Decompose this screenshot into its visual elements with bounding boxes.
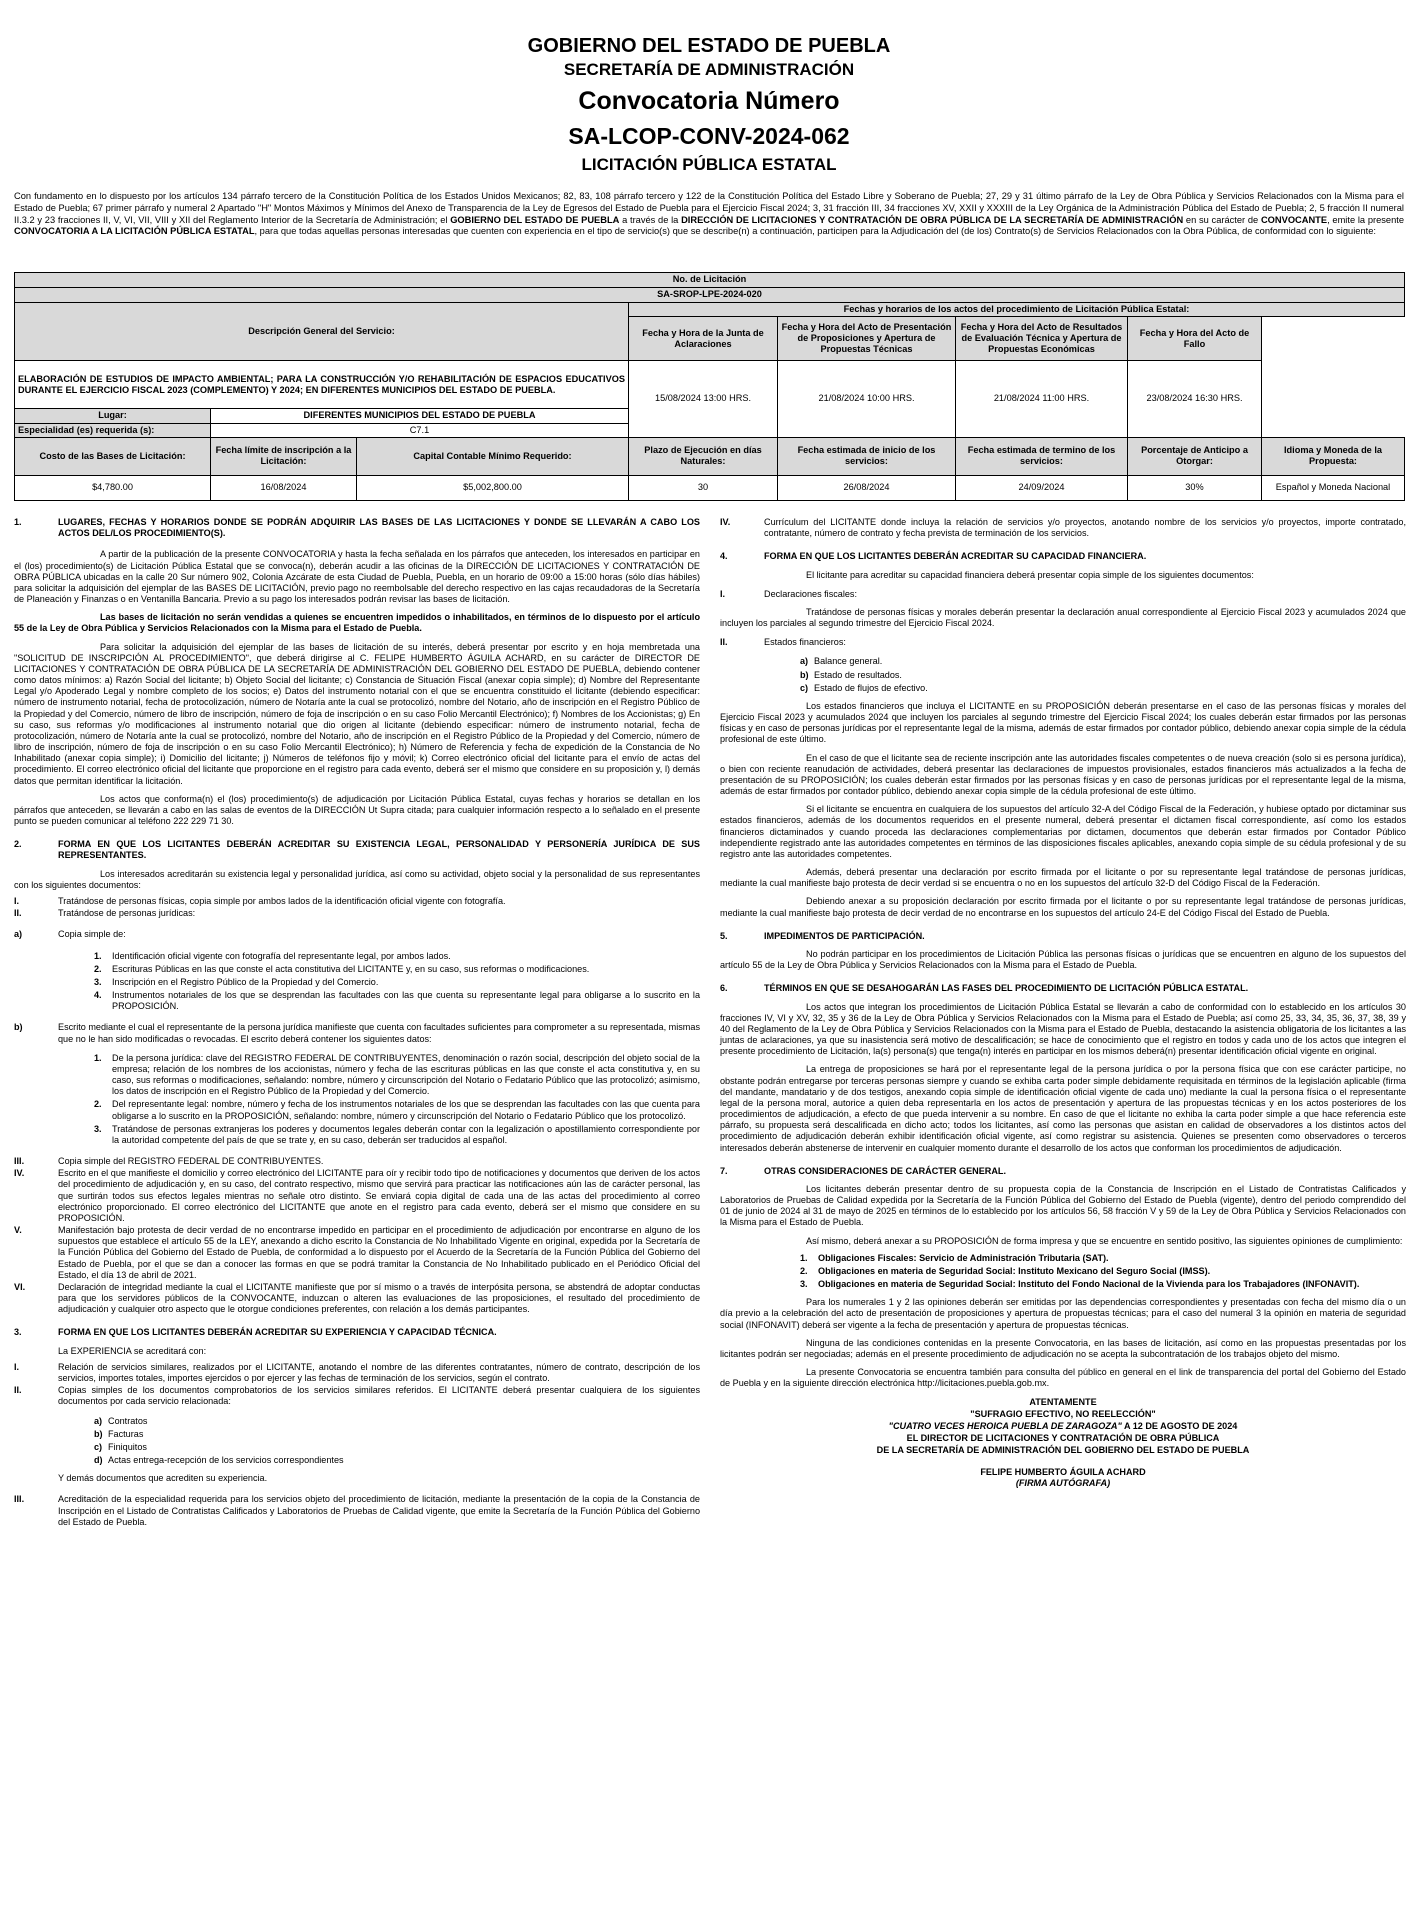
section-2-item-a: a) Copia simple de:	[14, 929, 126, 940]
section-3-doc-d: d) Actas entrega-recepción de los servicios correspondientes	[94, 1455, 344, 1466]
section-2-a4: 4. Instrumentos notariales de los que se desprendan las facultades con las que cuenta su representante legal para obligarse a lo suscrito en la PROPOSICIÓN.	[94, 990, 700, 1012]
section-1-p1: A partir de la publicación de la presente CONVOCATORIA y hasta la fecha señalada en los párrafos que anteceden, los interesados en participar en el (los) procedimiento(s) de Licitación Pública Estatal que se convoca(n), deberán acudir a las oficinas de la DIRECCIÓN DE LICITACIONES Y CONTRATACIÓN DE OBRA PÚBLICA ubicadas en la calle 20 Sur número 902, Colonia Azcárate de esta Ciudad de Puebla, Puebla, en un horario de 09:00 a 15:00 horas (sólo días hábiles) para solicitar la adquisición del ejemplar de las BASES DE LICITACIÓN, previo pago no reembolsable del derecho respectivo en las cajas recaudadoras de la Secretaría de Planeación y Finanzas o en Ventanilla Bancaria. Previo a su pago los interesados podrán revisar las bases de licitación.	[14, 549, 700, 605]
right-column	[720, 517, 1406, 1490]
specialty-value: C7.1	[211, 423, 629, 437]
signer-name: FELIPE HUMBERTO ÁGUILA ACHARD	[980, 1466, 1146, 1477]
section-4-p4: En el caso de que el licitante sea de reciente inscripción ante las autoridades fiscales competentes o de nueva creación (solo si es persona jurídica), o bien con reciente reanudación de actividades, deberá presentar las declaraciones de impuestos provisionales, estados financieros más actualizados a la fecha de presentación de su PROPOSICIÓN; los cuales deberán estar firmados por las personas físicas y en caso de personas jurídicas por el representante legal de la misma, además de estar firmados por contador público, debiendo anexar copia simple de la cédula profesional de este último.	[720, 752, 1406, 797]
section-6-heading: 6. TÉRMINOS EN QUE SE DESAHOGARÁN LAS FASES DEL PROCEDIMIENTO DE LICITACIÓN PÚBLICA ESTATAL.	[720, 983, 1249, 994]
convocation-number: SA-LCOP-CONV-2024-062	[568, 123, 850, 149]
section-3-item-iii: III. Acreditación de la especialidad requerida para los servicios objeto del procedimiento de licitación, mediante la presentación de la copia de la Constancia de Inscripción en el Listado de Contratistas Calificados y Laboratorios de Pruebas de Calidad vigente, que emite la Secretaría de la Función Pública del Gobierno del Estado de Puebla.	[14, 1494, 700, 1527]
specialty-header: Especialidad (es) requerida (s):	[15, 423, 211, 437]
section-6-p1: Los actos que integran los procedimientos de Licitación Pública Estatal se llevarán a cabo de conformidad con lo establecido en los artículos 30 fracciones IV, VI y XV, 32, 35 y 36 de la Ley de Obra Pública y Servicios Relacionados con la Misma para el Estado de Puebla; así como 25, 33, 34, 35, 36, 37, 38, 39 y 40 del Reglamento de la Ley de Obra Pública y Servicios Relacionados con la Misma para el Estado de Puebla, destacando la asistencia obligatoria de los licitantes a las juntas de aclaraciones, ya que su inasistencia será motivo de descalificación; se hace de conocimiento que el registro en todos y cada uno de los actos que integren el presente procedimiento de Licitación, la(s) persona(s) que tenga(n) interés en participar en los mismos deberá(n) presentar identificación oficial vigente en original.	[720, 1001, 1406, 1057]
convocation-label: Convocatoria Número	[578, 87, 840, 115]
section-2-item-iv: IV. Escrito en el que manifieste el domicilio y correo electrónico del LICITANTE para oír y recibir todo tipo de notificaciones y documentos que deriven de los actos del procedimiento de adjudicación y, en su caso, del contrato respectivo, mismo que servirá para practicar las notificaciones aún las de carácter personal, las que surtirán todos sus efectos legales mientras no señale otro distinto. Se enviará copia digital de cada una de las actas del procedimiento al correo electrónico proporcionado. El correo electrónico del LICITANTE que anote en el registro para cada evento, deberá ser el mismo que considere en su PROPOSICIÓN.	[14, 1168, 700, 1223]
section-7-p5: La presente Convocatoria se encuentra también para consulta del público en general en el link de transparencia del portal del Gobierno del Estado de Puebla y en la siguiente dirección electrónica http://licitaciones.puebla.gob.mx.	[720, 1367, 1406, 1389]
cost-header: Costo de las Bases de Licitación:	[15, 437, 211, 475]
clarification-date-header: Fecha y Hora de la Junta de Aclaraciones	[629, 317, 778, 361]
advance-value: 30%	[1128, 475, 1262, 500]
signature-block: ATENTAMENTE "SUFRAGIO EFECTIVO, NO REELECCIÓN" "CUATRO VECES HEROICA PUEBLA DE ZARAGOZA" A 12 DE AGOSTO DE 2024 EL DIRECTOR DE LICITACIONES Y CONTRATACIÓN DE OBRA PÚBLICA DE LA SECRETARÍA DE ADMINISTRACIÓN DEL GOBIERNO DEL ESTADO DE PUEBLA FELIPE HUMBERTO ÁGUILA ACHARD (FIRMA AUTÓGRAFA)	[720, 1397, 1406, 1490]
service-description: ELABORACIÓN DE ESTUDIOS DE IMPACTO AMBIENTAL; PARA LA CONSTRUCCIÓN Y/O REHABILITACIÓN DE ESPACIOS EDUCATIVOS DURANTE EL EJERCICIO FISCAL 2023 (COMPLEMENTO) Y 2024; EN DIFERENTES MUNICIPIOS DEL ESTADO DE PUEBLA.	[15, 361, 629, 409]
section-3-heading: 3. FORMA EN QUE LOS LICITANTES DEBERÁN ACREDITAR SU EXPERIENCIA Y CAPACIDAD TÉCNICA.	[14, 1327, 497, 1338]
tender-type: LICITACIÓN PÚBLICA ESTATAL	[581, 155, 837, 174]
results-date-header: Fecha y Hora del Acto de Resultados de Evaluación Técnica y Apertura de Propuestas Económicas	[956, 317, 1128, 361]
end-date-header: Fecha estimada de termino de los servicios:	[956, 437, 1128, 475]
location-value: DIFERENTES MUNICIPIOS DEL ESTADO DE PUEBLA	[211, 409, 629, 423]
start-date-header: Fecha estimada de inicio de los servicios:	[778, 437, 956, 475]
section-4-p1: El licitante para acreditar su capacidad financiera deberá presentar copia simple de los siguientes documentos:	[806, 569, 1254, 580]
section-4-fs-c: c) Estado de flujos de efectivo.	[800, 682, 928, 693]
section-1-p2: Las bases de licitación no serán vendidas a quienes se encuentren impedidos o inhabilitados, en términos de lo dispuesto por el artículo 55 de la Ley de Obra Pública y Servicios Relacionados con la Misma para el Estado de Puebla.	[14, 612, 700, 634]
capital-header: Capital Contable Mínimo Requerido:	[357, 437, 629, 475]
section-4-fs-b: b) Estado de resultados.	[800, 669, 902, 680]
section-2-item-b: b) Escrito mediante el cual el representante de la persona jurídica manifieste que cuenta con facultades suficientes para comprometer a su representada, mismas que no le han sido modificadas o revocadas. El escrito deberá contener los siguientes datos:	[14, 1022, 700, 1044]
section-7-opinion-1: 1. Obligaciones Fiscales: Servicio de Administración Tributaria (SAT).	[800, 1252, 1109, 1263]
section-4-fs-a: a) Balance general.	[800, 656, 883, 667]
section-2-item-v: V. Manifestación bajo protesta de decir verdad de no encontrarse impedido en participar en el procedimiento de adjudicación por encontrarse en alguno de los supuestos que establece el artículo 55 de la LEY, anexando a dicho escrito la Constancia de No Inhabilitado Vigente en original, expedida por la Secretaría de la Función Pública del Gobierno del Estado de Puebla, de conformidad a lo dispuesto por el Acuerdo de la Secretaría de la Función Pública del Gobierno del Estado de Puebla, por el que se dan a conocer las formas en que se podrá tramitar la Constancia de No Inhabilitado publicado en el Periódico Oficial del Estado, el día 13 de abril de 2021.	[14, 1225, 700, 1280]
capital-value: $5,002,800.00	[357, 475, 629, 500]
clarification-date: 15/08/2024 13:00 HRS.	[629, 361, 778, 438]
section-3-item-ii: II. Copias simples de los documentos comprobatorios de los servicios similares referidos. El LICITANTE deberá presentar cualquiera de los siguientes documentos por cada servicio relacionada:	[14, 1385, 700, 1407]
end-date-value: 24/09/2024	[956, 475, 1128, 500]
section-4-p3: Los estados financieros que incluya el LICITANTE en su PROPOSICIÓN deberán presentarse en el caso de las personas físicas y morales del Ejercicio Fiscal 2023 y acumulados 2024 que incluyen los parciales al segundo trimestre del Ejercicio Fiscal 2024; los cuales deberán estar firmados por las personas físicas y en caso de personas jurídicas por el representante legal de la misma, además de estar firmados por contador público, debiendo anexar copia simple de la cédula profesional de este último.	[720, 700, 1406, 745]
section-4-p5: Si el licitante se encuentra en cualquiera de los supuestos del artículo 32-A del Código Fiscal de la Federación, y hubiese optado por dictaminar sus estados financieros, además de los documentos requeridos en el presente numeral, deberá presentar el dictamen fiscal correspondiente, así como los estados financieros dictaminados y cuando proceda las declaraciones complementarias por dictamen, documentos que deberán estar firmados por Contador Público independiente registrado ante las autoridades competentes en términos de las disposiciones fiscales aplicables, anexando copia simple de su cédula profesional y de su registro ante las autoridades competentes.	[720, 804, 1406, 859]
section-5-heading: 5. IMPEDIMENTOS DE PARTICIPACIÓN.	[720, 930, 925, 941]
secretariat-title: SECRETARÍA DE ADMINISTRACIÓN	[563, 60, 855, 79]
section-4-p7: Debiendo anexar a su proposición declaración por escrito firmada por el licitante o por su representante legal tratándose de personas jurídicas, mediante la cual manifieste bajo protesta de decir verdad de no encontrarse en los supuestos del artículo 24-E del Código Fiscal del Estado de Puebla.	[720, 896, 1406, 918]
schedule-header: Fechas y horarios de los actos del procedimiento de Licitación Pública Estatal:	[629, 303, 1405, 317]
section-3-doc-b: b) Facturas	[94, 1428, 144, 1439]
section-2-item-i: I. Tratándose de personas físicas, copia simple por ambos lados de la identificación oficial vigente con fotografía.	[14, 895, 506, 906]
section-7-p3: Para los numerales 1 y 2 las opiniones deberán ser emitidas por las dependencias correspondientes y presentadas con fecha del mismo día o un día previo a la celebración del acto de presentación de proposiciones y apertura de propuestas técnicas; para el caso del numeral 3 la opinión en materia de seguridad social (INFONAVIT) deberá ser vigente a la fecha de presentación y apertura de propuestas técnicas.	[720, 1297, 1406, 1330]
section-7-p2: Así mismo, deberá anexar a su PROPOSICIÓN de forma impresa y que se encuentre en sentido positivo, las siguientes opiniones de cumplimiento:	[806, 1235, 1403, 1246]
section-6-p2: La entrega de proposiciones se hará por el representante legal de la persona jurídica o por la persona física que con ese carácter participe, no obstante podrán entregarse por terceras personas siempre y cuando se exhiba carta poder simple debidamente requisitada en términos de la legislación aplicable (firma del mandante, mandatario y de dos testigos, anexando copia simple de identificación oficial vigente de cada uno) mediante la cual la persona física o el representante legal de la persona moral, autorice a quien deba representarla en los actos de presentación y apertura de las propuestas técnicas y en los actos posteriores de los procedimientos de adjudicación, a efecto de que pueda intervenir a su nombre. En caso de que el licitante no exhiba la carta poder simple a que hace referencia este párrafo, su propuesta será descalificada en dicho acto; todos los licitantes, así como las personas que asistan en calidad de observadores a los distintos actos del procedimiento de adjudicación deberán exhibir identificación oficial vigente, así como registrar su asistencia. Quienes se presenten como observadores o terceros interesados deberán abstenerse de intervenir en cualquier momento durante el desarrollo de los actos que conforman los procedimientos de adjudicación.	[720, 1064, 1406, 1153]
section-7-p1: Los licitantes deberán presentar dentro de su propuesta copia de la Constancia de Inscripción en el Listado de Contratistas Calificados y Laboratorios de Pruebas de Calidad expedida por la Secretaría de la Función Pública del Gobierno del Estado de Puebla (vigente), dentro del periodo comprendido del 01 de junio de 2024 al 31 de mayo de 2025 en términos de lo establecido por los artículos 56, 58 fracción V y 59 de la Ley de Obra Pública y Servicios Relacionados con la Misma para el Estado de Puebla.	[720, 1183, 1406, 1228]
section-7-opinion-3: 3. Obligaciones en materia de Seguridad Social: Instituto del Fondo Nacional de la Vivienda para los Trabajadores (INFONAVIT).	[800, 1279, 1360, 1290]
section-4-heading: 4. FORMA EN QUE LOS LICITANTES DEBERÁN ACREDITAR SU CAPACIDAD FINANCIERA.	[720, 551, 1147, 562]
intro-paragraph: Con fundamento en lo dispuesto por los artículos 134 párrafo tercero de la Constitución Política de los Estados Unidos Mexicanos; 82, 83, 108 párrafo tercero y 122 de la Constitución Política del Estado Libre y Soberano de Puebla; 27, 29 y 31 último párrafo de la Ley de Obra Pública y Servicios Relacionados con la Misma para el Estado de Puebla; 67 primer párrafo y numeral 2 Apartado "H" Montos Máximos y Mínimos del Anexo de Transparencia de la Ley de Egresos del Estado de Puebla para el Ejercicio Fiscal 2024; 3, 31 fracción III, 34 fracciones XV, XXII y XXXIII de la Ley Orgánica de la Administración Pública del Estado de Puebla; 2, 5 fracción II numeral II.3.2 y 23 fracciones II, V, VI, VII, VIII y XII del Reglamento Interior de la Secretaría de Administración; el GOBIERNO DEL ESTADO DE PUEBLA a través de la DIRECCIÓN DE LICITACIONES Y CONTRATACIÓN DE OBRA PÚBLICA DE LA SECRETARÍA DE ADMINISTRACIÓN en su carácter de CONVOCANTE, emite la presente CONVOCATORIA A LA LICITACIÓN PÚBLICA ESTATAL, para que todas aquellas personas interesadas que cuenten con experiencia en el tipo de servicio(s) que se describe(n) a continuación, participen para la Adjudicación del (de los) Contrato(s) de Servicios Relacionados con la Obra Pública, de conformidad con lo siguiente:	[14, 191, 1405, 237]
tender-table	[14, 272, 1405, 501]
section-2-p1: Los interesados acreditarán su existencia legal y personalidad jurídica, así como su actividad, objeto social y la personalidad de sus representantes con los siguientes documentos:	[14, 868, 700, 890]
section-3-item-iv: IV. Currículum del LICITANTE donde incluya la relación de servicios y/o proyectos, anotando nombre de los servicios y/o proyectos, importe contratado, contratante, número de contrato y fecha prevista de terminación de los servicios.	[720, 517, 1406, 539]
section-2-a1: 1. Identificación oficial vigente con fotografía del representante legal, por ambos lados.	[94, 950, 451, 961]
results-date: 21/08/2024 11:00 HRS.	[956, 361, 1128, 438]
section-3-doc-c: c) Finiquitos	[94, 1441, 147, 1452]
tender-number: SA-SROP-LPE-2024-020	[15, 288, 1405, 303]
section-2-b1: 1. De la persona jurídica: clave del REGISTRO FEDERAL DE CONTRIBUYENTES, denominación o razón social, descripción del objeto social de la empresa; relación de los nombres de los accionistas, número y fecha de las escrituras públicas en las que conste el acta constitutiva y, en su caso, sus reformas o modificaciones, señalando: nombre, número y circunscripción del Notario o Fedatario Público que las protocolizó; asimismo, los datos de inscripción en el Registro Público de la Propiedad y del Comercio.	[94, 1052, 700, 1097]
language-header: Idioma y Moneda de la Propuesta:	[1262, 437, 1405, 475]
ruling-date: 23/08/2024 16:30 HRS.	[1128, 361, 1262, 438]
section-7-p4: Ninguna de las condiciones contenidas en la presente Convocatoria, en las bases de licitación, así como en las propuestas presentadas por los licitantes podrán ser negociadas; además en el presente procedimiento de adjudicación no se acepta la subcontratación de los trabajos objeto del mismo.	[720, 1337, 1406, 1359]
section-4-p2: Tratándose de personas físicas y morales deberán presentar la declaración anual correspondiente al Ejercicio Fiscal 2023 y acumulados 2024 que incluyen los parciales al segundo trimestre del Ejercicio Fiscal 2024.	[720, 606, 1406, 629]
cost-value: $4,780.00	[15, 475, 211, 500]
section-7-opinion-2: 2. Obligaciones en materia de Seguridad Social: Instituto Mexicano del Seguro Social (IMSS).	[800, 1265, 1211, 1276]
advance-header: Porcentaje de Anticipo a Otorgar:	[1128, 437, 1262, 475]
section-4-item-i: I. Declaraciones fiscales:	[720, 588, 857, 599]
section-2-heading: 2. FORMA EN QUE LOS LICITANTES DEBERÁN ACREDITAR SU EXISTENCIA LEGAL, PERSONALIDAD Y PERSONERÍA JURÍDICA DE SUS REPRESENTANTES.	[14, 839, 700, 861]
left-column	[14, 517, 700, 1528]
section-2-a2: 2. Escrituras Públicas en las que conste el acta constitutiva del LICITANTE y, en su caso, sus reformas o modificaciones.	[94, 963, 590, 974]
section-1-p3: Para solicitar la adquisición del ejemplar de las bases de licitación de su interés, deberá presentar por escrito y en hoja membretada una "SOLICITUD DE INSCRIPCIÓN AL PROCEDIMIENTO", que deberá dirigirse al C. FELIPE HUMBERTO ÁGUILA ACHARD, en su carácter de DIRECTOR DE LICITACIONES Y CONTRATACIÓN DE OBRA PÚBLICA DE LA SECRETARÍA DE ADMINISTRACIÓN DEL GOBIERNO DEL ESTADO DE PUEBLA, debiendo contener como datos mínimos: a) Razón Social del licitante; b) Objeto Social del licitante; c) Constancia de Situación Fiscal (anexar copia simple); d) Nombre del Representante Legal y/o Apoderado Legal y nombre completo de los socios; e) Datos del instrumento notarial con el que se encuentra constituido el licitante (debiendo especificar: número de instrumento notarial, fecha de protocolización, número de Notaría ante la cual se protocolizó, nombre del Notario, año de inscripción en el Registro Público de la Propiedad y del Comercio, número de libro de inscripción, número de foja de inscripción o en su caso Folio Mercantil Electrónico); f) Nombres de los Accionistas; g) En su caso, sus reformas y/o modificaciones al instrumento notarial que dio origen al licitante (debiendo especificar: número de instrumento notarial, fecha de protocolización, número de Notaría ante la cual se protocolizó, nombre del Notario, año de inscripción en el Registro Público de la Propiedad y del Comercio, número de libro de inscripción, número de foja de inscripción o en su caso Folio Mercantil Electrónico); h) Número de Referencia y fecha de expedición de la Constancia de No Inhabilitado (anexar copia simple); i) Domicilio del licitante; j) Números de teléfonos fijo y móvil; k) Correo electrónico oficial del licitante para el envío de actas del procedimiento. El correo electrónico oficial del licitante que proporcione en el registro para cada evento, deberá ser el mismo que considere en su proposición y, l) demás datos que permitan identificar la licitación.	[14, 641, 700, 786]
start-date-value: 26/08/2024	[778, 475, 956, 500]
ruling-date-header: Fecha y Hora del Acto de Fallo	[1128, 317, 1262, 361]
service-description-header: Descripción General del Servicio:	[15, 303, 629, 361]
deadline-value: 16/08/2024	[211, 475, 357, 500]
section-4-item-ii: II. Estados financieros:	[720, 637, 846, 648]
deadline-header: Fecha límite de inscripción a la Licitación:	[211, 437, 357, 475]
section-4-p6: Además, deberá presentar una declaración por escrito firmada por el licitante o por su representante legal tratándose de personas jurídicas, mediante la cual manifieste bajo protesta de decir verdad si se encuentra o no en los supuestos del artículo 32-D del Código Fiscal de la Federación.	[720, 867, 1406, 889]
section-2-b2: 2. Del representante legal: nombre, número y fecha de los instrumentos notariales de los que se desprendan las facultades con las que cuenta para obligarse a lo suscrito en la PROPOSICIÓN, señalando: nombre, número y circunscripción del Notario o Fedatario Público que los protocolizó.	[94, 1099, 700, 1121]
proposal-date: 21/08/2024 10:00 HRS.	[778, 361, 956, 438]
section-2-b3: 3. Tratándose de personas extranjeras los poderes y documentos legales deberán contar con la legalización o apostillamiento correspondiente por la autoridad competente del país de que se trate y, en su caso, deberán ser traducidos al español.	[94, 1123, 700, 1145]
language-value: Español y Moneda Nacional	[1262, 475, 1405, 500]
section-1-p4: Los actos que conforma(n) el (los) procedimiento(s) de adjudicación por Licitación Pública Estatal, cuyas fechas y horarios se detallan en los párrafos que anteceden, se llevarán a cabo en las salas de eventos de la DIRECCIÓN Ut Supra citada; para cualquier información respecto a lo señalado en el presente punto se pueden comunicar al teléfono 222 229 71 30.	[14, 793, 700, 827]
section-7-heading: 7. OTRAS CONSIDERACIONES DE CARÁCTER GENERAL.	[720, 1165, 1007, 1176]
signature-note: (FIRMA AUTÓGRAFA)	[1015, 1478, 1111, 1489]
section-2-item-iii: III. Copia simple del REGISTRO FEDERAL DE CONTRIBUYENTES.	[14, 1156, 324, 1167]
section-2-item-ii: II. Tratándose de personas jurídicas:	[14, 908, 196, 919]
section-2-item-vi: VI. Declaración de integridad mediante la cual el LICITANTE manifieste que por sí mismo o a través de interpósita persona, se abstendrá de adoptar conductas para que los servidores públicos de la CONVOCANTE, induzcan o alteren las evaluaciones de las proposiciones, el resultado del procedimiento de adjudicación y cualquier otro aspecto que le otorgue condiciones preferentes, con relación a los demás participantes.	[14, 1281, 700, 1315]
section-3-doc-a: a) Contratos	[94, 1415, 148, 1426]
government-title: GOBIERNO DEL ESTADO DE PUEBLA	[527, 35, 891, 57]
term-header: Plazo de Ejecución en días Naturales:	[629, 437, 778, 475]
section-3-p2: Y demás documentos que acrediten su experiencia.	[58, 1473, 268, 1484]
tender-number-header: No. de Licitación	[15, 273, 1405, 288]
proposal-date-header: Fecha y Hora del Acto de Presentación de Proposiciones y Apertura de Propuestas Técnicas	[778, 317, 956, 361]
location-header: Lugar:	[15, 409, 211, 423]
section-2-a3: 3. Inscripción en el Registro Público de la Propiedad y del Comercio.	[94, 976, 379, 987]
licitaciones-link[interactable]: http://licitaciones.puebla.gob.mx	[917, 1378, 1047, 1389]
section-3-p1: La EXPERIENCIA se acreditará con:	[58, 1345, 207, 1356]
section-1-heading: 1. LUGARES, FECHAS Y HORARIOS DONDE SE PODRÁN ADQUIRIR LAS BASES DE LAS LICITACIONES Y DONDE SE LLEVARÁN A CABO LOS ACTOS DEL/LOS PROCEDIMIENTO(S).	[14, 517, 700, 539]
section-5-p1: No podrán participar en los procedimientos de Licitación Pública las personas físicas o jurídicas que se encuentren en alguno de los supuestos del artículo 55 de la Ley de Obra Pública y Servicios Relacionados con la Misma para el Estado de Puebla.	[720, 948, 1406, 971]
section-3-item-i: I. Relación de servicios similares, realizados por el LICITANTE, anotando el nombre de las diferentes contratantes, número de contrato, descripción de los servicios, importes totales, importes ejercidos o por ejercer y las fechas de terminación de los servicios, según el contrato.	[14, 1361, 700, 1383]
term-value: 30	[629, 475, 778, 500]
